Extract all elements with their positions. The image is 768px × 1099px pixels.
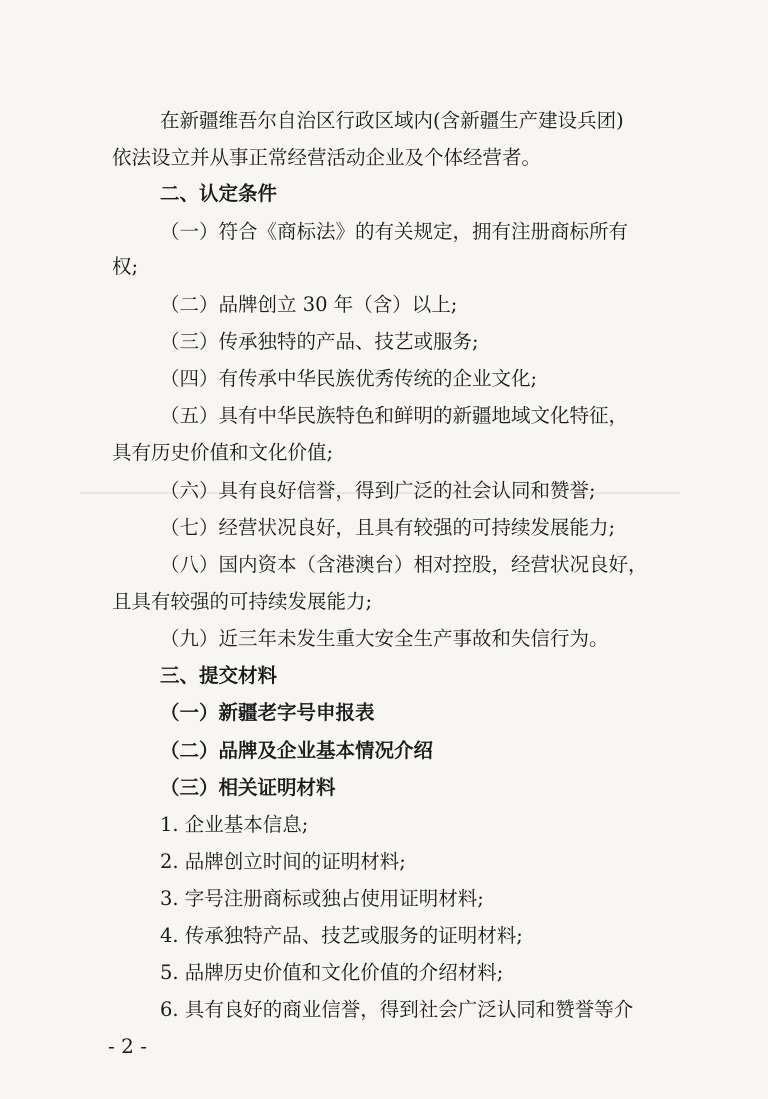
list-item: 4. 传承独特产品、技艺或服务的证明材料; <box>160 924 523 947</box>
list-item: 6. 具有良好的商业信誉，得到社会广泛认同和赞誉等介 <box>160 998 634 1021</box>
list-item: 1. 企业基本信息; <box>160 813 309 836</box>
body-line: （四）有传承中华民族优秀传统的企业文化; <box>160 367 538 390</box>
body-line: 权; <box>112 255 139 278</box>
list-item: 5. 品牌历史价值和文化价值的介绍材料; <box>160 961 504 984</box>
body-line: （六）具有良好信誉，得到广泛的社会认同和赞誉; <box>160 479 596 502</box>
body-line: （九）近三年未发生重大安全生产事故和失信行为。 <box>160 627 609 650</box>
page-number: - 2 - <box>108 1034 147 1058</box>
subsection-heading: （二）品牌及企业基本情况介绍 <box>160 739 434 762</box>
body-line: 在新疆维吾尔自治区行政区域内(含新疆生产建设兵团) <box>160 109 624 132</box>
subsection-heading: （一）新疆老字号申报表 <box>160 701 375 724</box>
list-item: 3. 字号注册商标或独占使用证明材料; <box>160 887 484 910</box>
body-line: 依法设立并从事正常经营活动企业及个体经营者。 <box>112 146 542 169</box>
body-line: （一）符合《商标法》的有关规定，拥有注册商标所有 <box>160 220 629 243</box>
list-item: 2. 品牌创立时间的证明材料; <box>160 850 406 873</box>
subsection-heading: （三）相关证明材料 <box>160 776 336 799</box>
section-heading: 三、提交材料 <box>160 664 278 687</box>
section-heading: 二、认定条件 <box>160 182 278 205</box>
body-line: （二）品牌创立 30 年（含）以上; <box>160 293 458 316</box>
body-line: （三）传承独特的产品、技艺或服务; <box>160 330 479 353</box>
body-line: （五）具有中华民族特色和鲜明的新疆地域文化特征， <box>160 404 629 427</box>
body-line: 具有历史价值和文化价值; <box>112 441 334 464</box>
body-line: 且具有较强的可持续发展能力; <box>112 590 373 613</box>
body-line: （七）经营状况良好，且具有较强的可持续发展能力; <box>160 516 616 539</box>
body-line: （八）国内资本（含港澳台）相对控股，经营状况良好， <box>160 553 648 576</box>
